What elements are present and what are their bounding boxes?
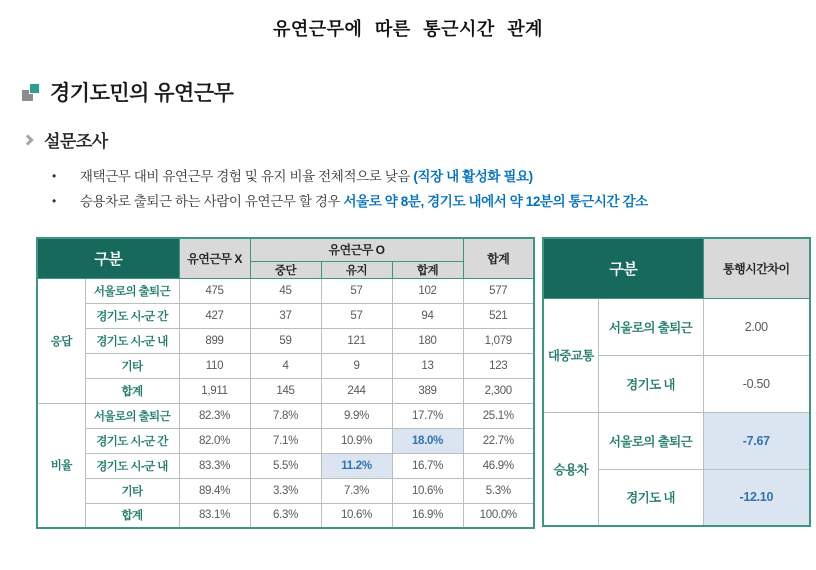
table-cell: 9.9% bbox=[321, 403, 392, 428]
table-cell: 145 bbox=[250, 378, 321, 403]
table-row bbox=[37, 453, 534, 478]
table-cell: -0.50 bbox=[703, 355, 810, 412]
squares-icon bbox=[22, 83, 40, 101]
table-row bbox=[37, 478, 534, 503]
row-label: 서울로의 출퇴근 bbox=[85, 403, 179, 428]
table-cell: 89.4% bbox=[179, 478, 250, 503]
table-cell: 7.3% bbox=[321, 478, 392, 503]
table-cell: 37 bbox=[250, 303, 321, 328]
travel-time-diff-table bbox=[542, 237, 811, 527]
row-label: 서울로의 출퇴근 bbox=[598, 412, 703, 469]
table-cell: -7.67 bbox=[703, 412, 810, 469]
table-cell: 6.3% bbox=[250, 503, 321, 528]
table-cell: 25.1% bbox=[463, 403, 534, 428]
row-label: 경기도 시-군 내 bbox=[85, 328, 179, 353]
table-row bbox=[37, 378, 534, 403]
row-group-label: 승용차 bbox=[543, 412, 598, 526]
table-cell: 16.9% bbox=[392, 503, 463, 528]
column-header-stopped: 중단 bbox=[250, 261, 321, 278]
table-cell: 59 bbox=[250, 328, 321, 353]
table-row bbox=[37, 503, 534, 528]
flex-work-response-table bbox=[36, 237, 535, 529]
table-cell: 389 bbox=[392, 378, 463, 403]
row-label: 경기도 시-군 간 bbox=[85, 303, 179, 328]
row-label: 합계 bbox=[85, 378, 179, 403]
table-cell: 2,300 bbox=[463, 378, 534, 403]
row-label: 합계 bbox=[85, 503, 179, 528]
column-header-gubun: 구분 bbox=[543, 238, 703, 298]
bullet-highlight-text: 서울로 약 8분, 경기도 내에서 약 12분의 통근시간 감소 bbox=[343, 194, 648, 209]
table-cell: 7.8% bbox=[250, 403, 321, 428]
table-row bbox=[543, 412, 810, 469]
row-group-label: 비율 bbox=[37, 403, 85, 528]
table-row bbox=[37, 403, 534, 428]
row-label: 기타 bbox=[85, 353, 179, 378]
table-cell: 1,079 bbox=[463, 328, 534, 353]
left-table-body bbox=[37, 278, 534, 528]
table-cell: 10.9% bbox=[321, 428, 392, 453]
column-header-noflex: 유연근무 X bbox=[179, 238, 250, 278]
survey-title: 설문조사 bbox=[44, 132, 108, 151]
table-cell: 13 bbox=[392, 353, 463, 378]
table-cell: 16.7% bbox=[392, 453, 463, 478]
bullet-text bbox=[80, 189, 648, 214]
row-group-label: 응답 bbox=[37, 278, 85, 403]
chevron-right-icon bbox=[22, 134, 33, 145]
table-cell: 521 bbox=[463, 303, 534, 328]
row-group-label: 대중교통 bbox=[543, 298, 598, 412]
table-cell: 10.6% bbox=[321, 503, 392, 528]
row-label: 서울로의 출퇴근 bbox=[598, 298, 703, 355]
table-row bbox=[37, 303, 534, 328]
table-cell: 7.1% bbox=[250, 428, 321, 453]
table-cell: 2.00 bbox=[703, 298, 810, 355]
page-title: 유연근무에 따른 통근시간 관계 bbox=[272, 19, 544, 39]
table-cell: 18.0% bbox=[392, 428, 463, 453]
table-cell: 110 bbox=[179, 353, 250, 378]
table-cell: 94 bbox=[392, 303, 463, 328]
bullet-dot: • bbox=[52, 194, 56, 208]
table-cell: 57 bbox=[321, 278, 392, 303]
bullet-plain-text: 재택근무 대비 유연근무 경험 및 유지 비율 전체적으로 낮음 bbox=[79, 169, 414, 184]
bullet-highlight-text: (직장 내 활성화 필요) bbox=[413, 169, 533, 184]
row-label: 경기도 시-군 간 bbox=[85, 428, 179, 453]
table-row bbox=[37, 428, 534, 453]
section-header bbox=[22, 77, 816, 107]
table-cell: 899 bbox=[179, 328, 250, 353]
bullet-item bbox=[52, 164, 816, 189]
column-header-total: 합계 bbox=[463, 238, 534, 278]
table-cell: 45 bbox=[250, 278, 321, 303]
column-header-subtotal: 합계 bbox=[392, 261, 463, 278]
row-label: 경기도 내 bbox=[598, 469, 703, 526]
section-title: 경기도민의 유연근무 bbox=[50, 82, 234, 105]
column-header-gubun: 구분 bbox=[37, 238, 179, 278]
table-cell: 121 bbox=[321, 328, 392, 353]
table-cell: -12.10 bbox=[703, 469, 810, 526]
column-header-kept: 유지 bbox=[321, 261, 392, 278]
bullet-list bbox=[52, 164, 816, 214]
table-row bbox=[543, 298, 810, 355]
table-cell: 180 bbox=[392, 328, 463, 353]
survey-header bbox=[24, 127, 816, 152]
table-cell: 5.5% bbox=[250, 453, 321, 478]
row-label: 경기도 내 bbox=[598, 355, 703, 412]
table-cell: 22.7% bbox=[463, 428, 534, 453]
table-cell: 577 bbox=[463, 278, 534, 303]
tables-container bbox=[36, 237, 816, 529]
table-cell: 46.9% bbox=[463, 453, 534, 478]
table-cell: 427 bbox=[179, 303, 250, 328]
table-cell: 123 bbox=[463, 353, 534, 378]
bullet-plain-text: 승용차로 출퇴근 하는 사람이 유연근무 할 경우 bbox=[79, 194, 344, 209]
table-cell: 83.1% bbox=[179, 503, 250, 528]
table-cell: 11.2% bbox=[321, 453, 392, 478]
table-cell: 17.7% bbox=[392, 403, 463, 428]
bullet-text bbox=[80, 164, 533, 189]
table-row bbox=[37, 278, 534, 303]
column-header-timediff: 통행시간차이 bbox=[703, 238, 810, 298]
bullet-dot: • bbox=[52, 169, 56, 183]
table-cell: 83.3% bbox=[179, 453, 250, 478]
table-cell: 244 bbox=[321, 378, 392, 403]
table-cell: 82.0% bbox=[179, 428, 250, 453]
row-label: 기타 bbox=[85, 478, 179, 503]
table-cell: 1,911 bbox=[179, 378, 250, 403]
table-cell: 102 bbox=[392, 278, 463, 303]
column-header-flexo: 유연근무 O bbox=[250, 238, 463, 261]
table-cell: 9 bbox=[321, 353, 392, 378]
table-cell: 3.3% bbox=[250, 478, 321, 503]
right-table-body bbox=[543, 298, 810, 526]
row-label: 경기도 시-군 내 bbox=[85, 453, 179, 478]
table-cell: 100.0% bbox=[463, 503, 534, 528]
table-cell: 82.3% bbox=[179, 403, 250, 428]
table-cell: 10.6% bbox=[392, 478, 463, 503]
table-cell: 4 bbox=[250, 353, 321, 378]
table-row bbox=[37, 328, 534, 353]
table-row bbox=[37, 353, 534, 378]
table-cell: 57 bbox=[321, 303, 392, 328]
table-cell: 475 bbox=[179, 278, 250, 303]
table-cell: 5.3% bbox=[463, 478, 534, 503]
teal-square-icon bbox=[29, 83, 40, 94]
bullet-item bbox=[52, 189, 816, 214]
row-label: 서울로의 출퇴근 bbox=[85, 278, 179, 303]
